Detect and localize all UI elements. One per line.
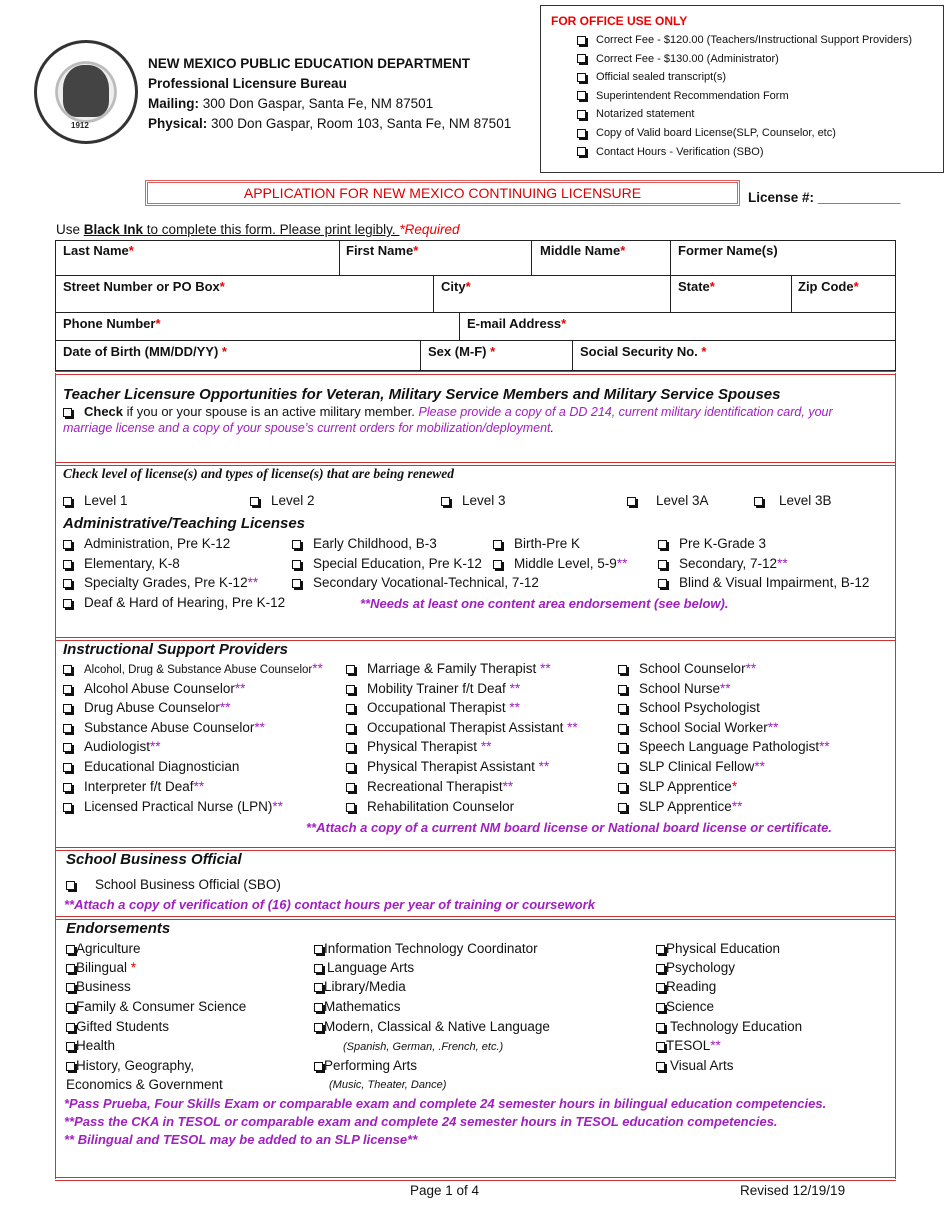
checkbox-icon[interactable] — [618, 803, 627, 812]
checkbox-icon[interactable] — [63, 783, 72, 792]
sbo-note: **Attach a copy of verification of (16) contact hours per year of training or coursework — [64, 897, 595, 912]
endorsement-item[interactable]: Technology Education — [656, 1019, 802, 1034]
isp-item[interactable]: Occupational Therapist Assistant ** — [346, 720, 578, 735]
checkbox-icon[interactable] — [658, 579, 667, 588]
checkbox-icon[interactable] — [63, 560, 72, 569]
state-seal-logo: 1912 — [34, 40, 138, 144]
checkbox-icon[interactable] — [63, 599, 72, 608]
checkbox-icon[interactable] — [63, 743, 72, 752]
checkbox-icon[interactable] — [66, 983, 75, 992]
military-heading: Teacher Licensure Opportunities for Veteran, Military Service Members and Military Service Spouses — [63, 386, 781, 403]
checkbox-icon[interactable] — [656, 945, 665, 954]
endorsement-item[interactable]: Language Arts — [314, 960, 414, 975]
special-ed-checkbox[interactable]: Special Education, Pre K-12 — [292, 556, 482, 571]
middle-level-checkbox[interactable]: Middle Level, 5-9** — [493, 556, 627, 571]
checkbox-icon[interactable] — [346, 704, 355, 713]
office-item[interactable]: Superintendent Recommendation Form — [577, 87, 912, 106]
checkbox-icon[interactable] — [618, 783, 627, 792]
revision-date: Revised 12/19/19 — [740, 1183, 846, 1198]
isp-item[interactable]: SLP Apprentice* — [618, 779, 737, 794]
endorsement-item[interactable]: Visual Arts — [656, 1058, 734, 1073]
isp-item[interactable]: Physical Therapist ** — [346, 739, 491, 754]
isp-item[interactable]: Rehabilitation Counselor — [346, 799, 514, 814]
isp-item[interactable]: Marriage & Family Therapist ** — [346, 661, 551, 676]
isp-item[interactable]: Alcohol Abuse Counselor** — [63, 681, 245, 696]
page-number: Page 1 of 4 — [410, 1183, 480, 1198]
office-item[interactable]: Notarized statement — [577, 105, 912, 124]
isp-item[interactable]: Audiologist** — [63, 739, 161, 754]
checkbox-icon[interactable] — [292, 579, 301, 588]
isp-item[interactable]: School Nurse** — [618, 681, 731, 696]
dept-name: NEW MEXICO PUBLIC EDUCATION DEPARTMENT — [148, 56, 470, 71]
checkbox-icon[interactable] — [656, 964, 665, 973]
checkbox-icon[interactable] — [292, 540, 301, 549]
military-note: marriage license and a copy of your spouse’s current orders for mobilization/deployment. — [63, 421, 555, 435]
language-sub-note: (Spanish, German, .French, etc.) — [343, 1041, 504, 1053]
office-use-title: FOR OFFICE USE ONLY — [551, 14, 688, 28]
checkbox-icon[interactable] — [66, 964, 75, 973]
level-3b-checkbox[interactable]: Level 3B — [754, 493, 832, 508]
personal-info-grid — [55, 240, 896, 371]
checkbox-icon[interactable] — [754, 497, 763, 506]
isp-item[interactable]: School Counselor** — [618, 661, 756, 676]
mailing-address: Mailing: 300 Don Gaspar, Santa Fe, NM 87501 — [148, 96, 434, 111]
checkbox-icon[interactable] — [66, 945, 75, 954]
checkbox-icon[interactable] — [493, 560, 502, 569]
checkbox-icon[interactable] — [577, 36, 586, 45]
endorsement-item[interactable]: Physical Education — [656, 941, 780, 956]
middle-name-field[interactable]: Middle Name* — [540, 243, 626, 258]
checkbox-icon[interactable] — [618, 685, 627, 694]
checkbox-icon[interactable] — [63, 408, 72, 417]
street-field[interactable]: Street Number or PO Box* — [63, 279, 225, 294]
endorsement-item[interactable]: Performing Arts — [314, 1058, 417, 1073]
checkbox-icon[interactable] — [656, 1042, 665, 1051]
isp-item[interactable]: Occupational Therapist ** — [346, 700, 520, 715]
early-childhood-checkbox[interactable]: Early Childhood, B-3 — [292, 536, 437, 551]
endorsement-item[interactable]: Mathematics — [314, 999, 401, 1014]
endorsement-item[interactable]: Business — [66, 979, 131, 994]
isp-item[interactable]: Substance Abuse Counselor** — [63, 720, 265, 735]
checkbox-icon[interactable] — [346, 763, 355, 772]
checkbox-icon[interactable] — [346, 743, 355, 752]
office-item[interactable]: Correct Fee - $130.00 (Administrator) — [577, 50, 912, 69]
endorsement-item[interactable]: Family & Consumer Science — [66, 999, 246, 1014]
office-item[interactable]: Copy of Valid board License(SLP, Counselor, etc) — [577, 124, 912, 143]
isp-item[interactable]: Mobility Trainer f/t Deaf ** — [346, 681, 520, 696]
checkbox-icon[interactable] — [618, 665, 627, 674]
checkbox-icon[interactable] — [63, 579, 72, 588]
last-name-field[interactable]: Last Name* — [63, 243, 134, 258]
checkbox-icon[interactable] — [577, 147, 586, 156]
sbo-checkbox[interactable]: School Business Official (SBO) — [66, 877, 281, 892]
checkbox-icon[interactable] — [63, 497, 72, 506]
checkbox-icon[interactable] — [63, 685, 72, 694]
endorsement-item-continued: Economics & Government — [66, 1077, 223, 1092]
checkbox-icon[interactable] — [63, 540, 72, 549]
bureau-name: Professional Licensure Bureau — [148, 76, 347, 91]
checkbox-icon[interactable] — [658, 540, 667, 549]
specialty-grades-checkbox[interactable]: Specialty Grades, Pre K-12** — [63, 575, 258, 590]
physical-address: Physical: 300 Don Gaspar, Room 103, Santa Fe, NM 87501 — [148, 116, 512, 131]
department-header — [148, 54, 511, 134]
admin-heading: Administrative/Teaching Licenses — [63, 515, 306, 532]
first-name-field[interactable]: First Name* — [346, 243, 419, 258]
checkbox-icon[interactable] — [314, 945, 323, 954]
endorsement-item[interactable]: Bilingual * — [66, 960, 136, 975]
checkbox-icon[interactable] — [66, 1042, 75, 1051]
checkbox-icon[interactable] — [618, 743, 627, 752]
levels-heading: Check level of license(s) and types of license(s) that are being renewed — [63, 466, 455, 481]
tesol-note: **Pass the CKA in TESOL or comparable exam and complete 24 semester hours in TESOL education competencies. — [64, 1114, 778, 1129]
checkbox-icon[interactable] — [577, 91, 586, 100]
level-1-checkbox[interactable]: Level 1 — [63, 493, 128, 508]
isp-note: **Attach a copy of a current NM board license or National board license or certificate. — [306, 820, 832, 835]
former-name-field[interactable]: Former Name(s) — [678, 243, 778, 258]
isp-item[interactable]: Licensed Practical Nurse (LPN)** — [63, 799, 283, 814]
isp-item[interactable]: School Psychologist — [618, 700, 760, 715]
deaf-hearing-checkbox[interactable]: Deaf & Hard of Hearing, Pre K-12 — [63, 595, 285, 610]
birth-prek-checkbox[interactable]: Birth-Pre K — [493, 536, 580, 551]
license-number-field[interactable]: License #: ___________ — [748, 190, 901, 205]
checkbox-icon[interactable] — [63, 803, 72, 812]
level-3-checkbox[interactable]: Level 3 — [441, 493, 506, 508]
checkbox-icon[interactable] — [577, 73, 586, 82]
checkbox-icon[interactable] — [656, 983, 665, 992]
isp-item[interactable]: Educational Diagnostician — [63, 759, 239, 774]
secondary-checkbox[interactable]: Secondary, 7-12** — [658, 556, 788, 571]
state-field[interactable]: State* — [678, 279, 715, 294]
checkbox-icon[interactable] — [66, 1023, 75, 1032]
office-use-box — [540, 5, 944, 173]
office-item[interactable]: Official sealed transcript(s) — [577, 68, 912, 87]
checkbox-icon[interactable] — [346, 803, 355, 812]
city-field[interactable]: City* — [441, 279, 471, 294]
checkbox-icon[interactable] — [577, 129, 586, 138]
blind-visual-checkbox[interactable]: Blind & Visual Impairment, B-12 — [658, 575, 869, 590]
isp-item[interactable]: SLP Clinical Fellow** — [618, 759, 765, 774]
dob-field[interactable]: Date of Birth (MM/DD/YY) * — [63, 344, 227, 359]
office-item[interactable]: Correct Fee - $120.00 (Teachers/Instructional Support Providers) — [577, 31, 912, 50]
zip-field[interactable]: Zip Code* — [798, 279, 859, 294]
checkbox-icon[interactable] — [63, 724, 72, 733]
checkbox-icon[interactable] — [618, 704, 627, 713]
endorsement-item[interactable]: Modern, Classical & Native Language — [314, 1019, 550, 1034]
elementary-checkbox[interactable]: Elementary, K-8 — [63, 556, 180, 571]
military-checkbox-row[interactable]: Check if you or your spouse is an active military member. Please provide a copy of a DD 214, current military identification card, your — [63, 404, 833, 419]
checkbox-icon[interactable] — [63, 665, 72, 674]
office-item[interactable]: Contact Hours - Verification (SBO) — [577, 143, 912, 162]
endorsement-item[interactable]: Psychology — [656, 960, 735, 975]
checkbox-icon[interactable] — [656, 1003, 665, 1012]
instructions: Use Black Ink to complete this form. Please print legibly. *Required — [56, 222, 460, 237]
checkbox-icon[interactable] — [314, 1003, 323, 1012]
checkbox-icon[interactable] — [314, 983, 323, 992]
checkbox-icon[interactable] — [441, 497, 450, 506]
isp-item[interactable]: Interpreter f/t Deaf** — [63, 779, 204, 794]
ssn-field[interactable]: Social Security No. * — [580, 344, 707, 359]
level-3a-checkbox[interactable]: Level 3A — [627, 493, 709, 508]
checkbox-icon[interactable] — [658, 560, 667, 569]
vocational-checkbox[interactable]: Secondary Vocational-Technical, 7-12 — [292, 575, 539, 590]
checkbox-icon[interactable] — [292, 560, 301, 569]
checkbox-icon[interactable] — [314, 1023, 323, 1032]
checkbox-icon[interactable] — [618, 724, 627, 733]
checkbox-icon[interactable] — [656, 1023, 665, 1032]
endorsement-item[interactable]: Reading — [656, 979, 716, 994]
sex-field[interactable]: Sex (M-F) * — [428, 344, 496, 359]
isp-item[interactable]: Alcohol, Drug & Substance Abuse Counselor** — [63, 661, 323, 676]
checkbox-icon[interactable] — [627, 497, 636, 506]
sbo-heading: School Business Official — [66, 851, 242, 868]
endorsement-item[interactable]: TESOL** — [656, 1038, 721, 1053]
isp-item[interactable]: SLP Apprentice** — [618, 799, 742, 814]
checkbox-icon[interactable] — [656, 1062, 665, 1071]
endorsement-item[interactable]: Agriculture — [66, 941, 141, 956]
admin-license-checkbox[interactable]: Administration, Pre K-12 — [63, 536, 230, 551]
isp-item[interactable]: School Social Worker** — [618, 720, 778, 735]
arts-sub-note: (Music, Theater, Dance) — [329, 1079, 447, 1091]
slp-note: ** Bilingual and TESOL may be added to an SLP license** — [64, 1132, 418, 1147]
checkbox-icon[interactable] — [66, 1062, 75, 1071]
email-field[interactable]: E-mail Address* — [467, 316, 567, 331]
checkbox-icon[interactable] — [346, 665, 355, 674]
endorsement-item[interactable]: Information Technology Coordinator — [314, 941, 538, 956]
isp-item[interactable]: Physical Therapist Assistant ** — [346, 759, 549, 774]
endorsement-item[interactable]: History, Geography, — [66, 1058, 194, 1073]
checkbox-icon[interactable] — [66, 1003, 75, 1012]
checkbox-icon[interactable] — [314, 964, 323, 973]
endorsements-heading: Endorsements — [66, 920, 171, 937]
checkbox-icon[interactable] — [618, 763, 627, 772]
checkbox-icon[interactable] — [63, 704, 72, 713]
endorsement-item[interactable]: Science — [656, 999, 714, 1014]
checkbox-icon[interactable] — [63, 763, 72, 772]
isp-item[interactable]: Drug Abuse Counselor** — [63, 700, 230, 715]
checkbox-icon[interactable] — [493, 540, 502, 549]
form-title: APPLICATION FOR NEW MEXICO CONTINUING LICENSURE — [145, 180, 740, 206]
checkbox-icon[interactable] — [346, 724, 355, 733]
isp-item[interactable]: Speech Language Pathologist** — [618, 739, 830, 754]
checkbox-icon[interactable] — [314, 1062, 323, 1071]
bilingual-note: *Pass Prueba, Four Skills Exam or comparable exam and complete 24 semester hours in bilingual education competencies. — [64, 1096, 827, 1111]
isp-item[interactable]: Recreational Therapist** — [346, 779, 513, 794]
endorsement-item[interactable]: Gifted Students — [66, 1019, 169, 1034]
phone-field[interactable]: Phone Number* — [63, 316, 161, 331]
endorsement-item[interactable]: Library/Media — [314, 979, 406, 994]
isp-heading: Instructional Support Providers — [63, 641, 289, 658]
prek-grade3-checkbox[interactable]: Pre K-Grade 3 — [658, 536, 766, 551]
checkbox-icon[interactable] — [250, 497, 259, 506]
checkbox-icon[interactable] — [346, 783, 355, 792]
endorsement-item[interactable]: Health — [66, 1038, 115, 1053]
checkbox-icon[interactable] — [577, 54, 586, 63]
checkbox-icon[interactable] — [346, 685, 355, 694]
checkbox-icon[interactable] — [577, 110, 586, 119]
level-2-checkbox[interactable]: Level 2 — [250, 493, 315, 508]
checkbox-icon[interactable] — [66, 881, 75, 890]
admin-endorsement-note: **Needs at least one content area endorsement (see below). — [360, 596, 729, 611]
